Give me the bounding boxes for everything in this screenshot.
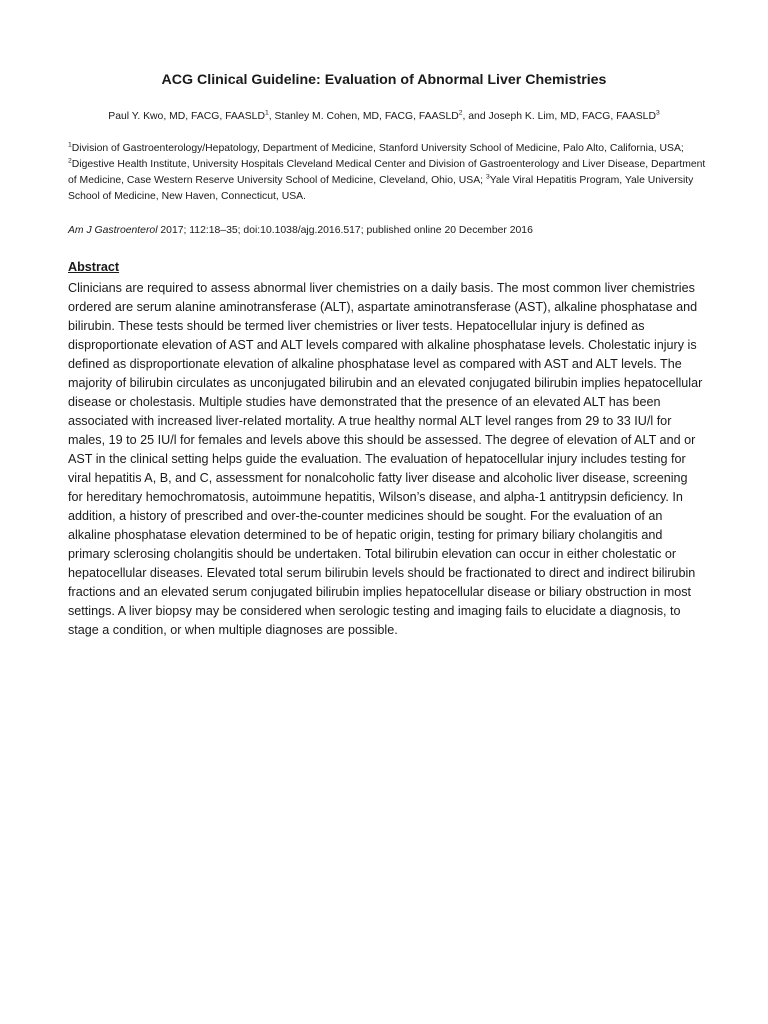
author-line (0, 111, 768, 122)
affiliation-text: Yale Viral Hepatitis Program, Yale University School of Medicine, New Haven, Connecticut, USA. (68, 175, 694, 202)
affiliation-marker: 1 (68, 141, 72, 149)
author-name: Paul Y. Kwo, MD, FACG, FAASLD (108, 111, 265, 122)
abstract-text: Clinicians are required to assess abnormal liver chemistries on a daily basis. The most common liver chemistries ordered are serum alanine aminotransferase (ALT), aspartate aminotransferase (AST), alkaline phosphatase and bilirubin. These tests should be termed liver chemistries or liver tests. Hepatocellular injury is defined as disproportionate elevation of AST and ALT levels compared with alkaline phosphatase levels. Cholestatic injury is defined as disproportionate elevation of alkaline phosphatase level as compared with AST and ALT levels. The majority of bilirubin circulates as unconjugated bilirubin and an elevated conjugated bilirubin implies hepatocellular disease or cholestasis. Multiple studies have demonstrated that the presence of an elevated ALT has been associated with increased liver-related mortality. A true healthy normal ALT level ranges from 29 to 33 IU/l for males, 19 to 25 IU/l for females and levels above this should be assessed. The degree of elevation of ALT and or AST in the clinical setting helps guide the evaluation. The evaluation of hepatocellular injury includes testing for viral hepatitis A, B, and C, assessment for nonalcoholic fatty liver disease and alcoholic liver disease, screening for hereditary hemochromatosis, autoimmune hepatitis, Wilson’s disease, and alpha-1 antitrypsin deficiency. In addition, a history of prescribed and over-the-counter medicines should be sought. For the evaluation of an alkaline phosphatase elevation determined to be of hepatic origin, testing for primary biliary cholangitis and primary sclerosing cholangitis should be undertaken. Total bilirubin elevation can occur in either cholestatic or hepatocellular diseases. Elevated total serum bilirubin levels should be fractionated to direct and indirect bilirubin fractions and an elevated serum conjugated bilirubin implies hepatocellular disease or biliary obstruction in most settings. A liver biopsy may be considered when serologic testing and imaging fails to elucidate a diagnosis, to stage a condition, or when multiple diagnoses are possible. (68, 281, 703, 637)
affiliation-marker: 2 (68, 157, 72, 165)
paper-title: ACG Clinical Guideline: Evaluation of Abnormal Liver Chemistries (161, 72, 607, 88)
author-name: Joseph K. Lim, MD, FACG, FAASLD (488, 111, 656, 122)
affiliation-marker: 2 (458, 109, 463, 117)
citation-details: 2017; 112:18–35; doi:10.1038/ajg.2016.517; published online 20 December 2016 (157, 225, 533, 236)
abstract-heading: Abstract (68, 260, 120, 274)
affiliation-marker: 3 (485, 173, 490, 181)
affiliations-block (68, 141, 708, 205)
affiliation-marker: 3 (655, 109, 660, 117)
citation-line (68, 225, 708, 236)
journal-name: Am J Gastroenterol (68, 225, 158, 236)
author-name: Stanley M. Cohen, MD, FACG, FAASLD (274, 111, 459, 122)
affiliation-marker: 1 (264, 109, 269, 117)
author-separator: , and (462, 111, 489, 122)
affiliation-text: Digestive Health Institute, University Hospitals Cleveland Medical Center and Division of Gastroenterology and Liver Disease, Department of Medicine, Case Western Reserve University School of Medicine, Cleveland, Ohio, USA; (68, 159, 706, 186)
author-separator: , (268, 111, 275, 122)
affiliation-text: Division of Gastroenterology/Hepatology, Department of Medicine, Stanford University School of Medicine, Palo Alto, California, USA; (71, 143, 684, 154)
